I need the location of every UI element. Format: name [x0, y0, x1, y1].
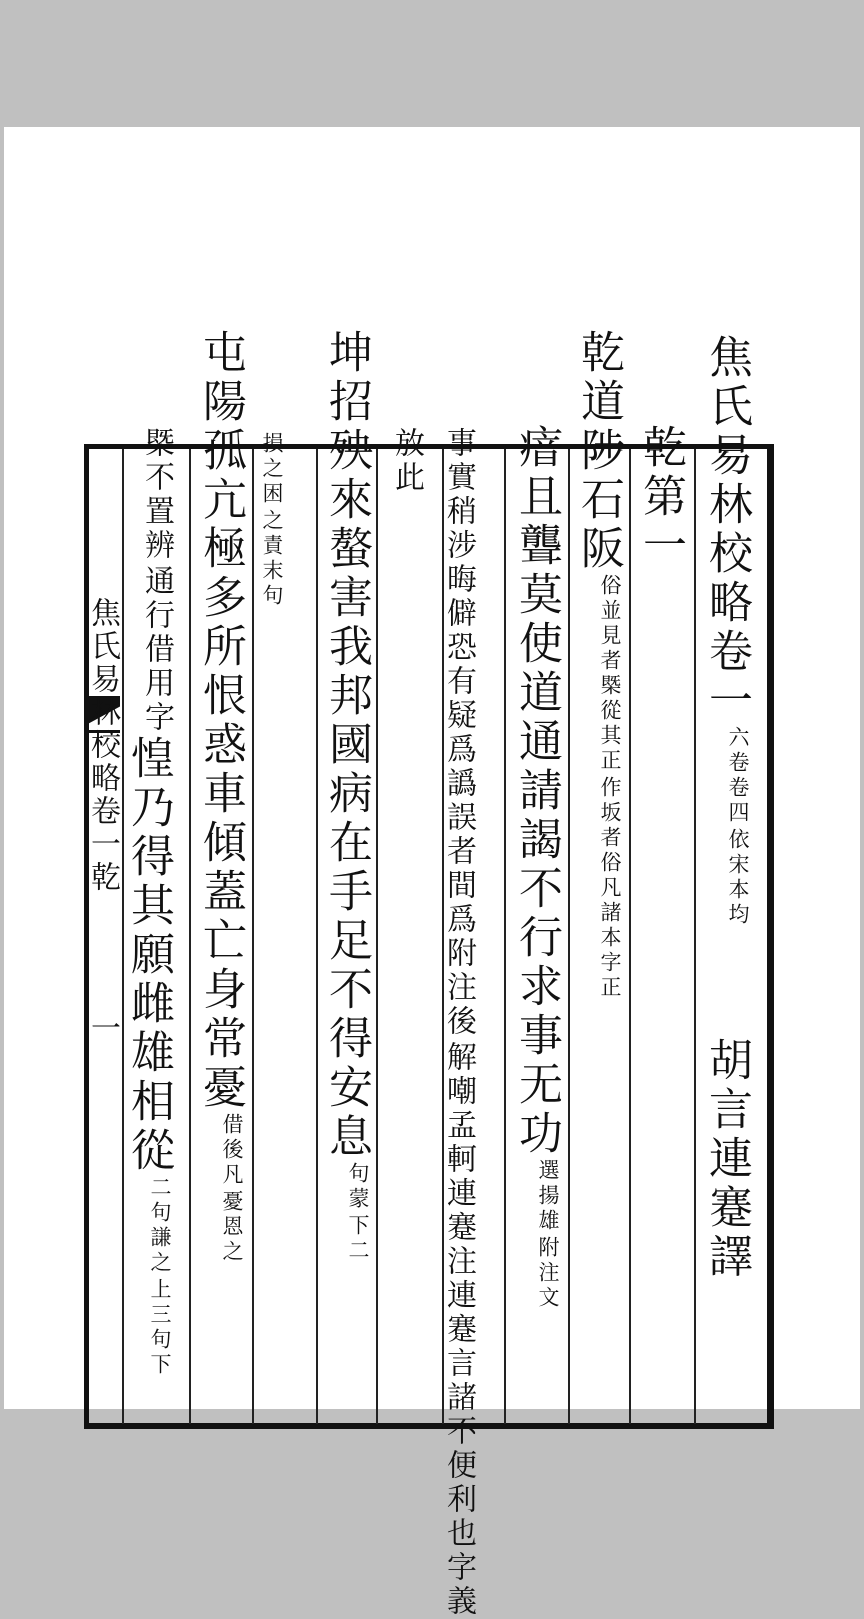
title-column [702, 334, 750, 928]
entry-text: 招殃來螯害我邦國病在手足不得安息 [321, 378, 372, 1162]
frame-bottom-border [84, 1423, 774, 1429]
entry-note: 之責末句 損之困 [260, 432, 284, 609]
printed-frame [84, 444, 774, 1429]
entry-text: 道陟石阪 [573, 378, 624, 574]
column-rule [504, 449, 506, 1424]
entry-note: 上三句下 二句謙之 [148, 1176, 172, 1378]
entry-zhun [196, 329, 244, 1265]
entry-kun [322, 329, 370, 1264]
book-title: 焦氏易林校略卷一 [701, 334, 752, 726]
note-column [260, 432, 284, 609]
entry-note: 憂恩之 借後凡 [220, 1113, 244, 1265]
hexagram-name: 坤 [321, 329, 372, 378]
entry-note: 作坂者俗凡諸本字正 俗並見者槩從其正 [598, 574, 622, 1001]
column-rule [376, 449, 378, 1424]
entry-text: 陽孤亢極多所恨惑車傾蓋亡身常憂 [195, 378, 246, 1113]
column-rule [694, 449, 696, 1424]
column-rule [316, 449, 318, 1424]
entry-note: 附注文 選揚雄 [536, 1159, 560, 1311]
author-line: 胡言連蹇譯 [701, 1037, 752, 1282]
note-tail: 放此 [389, 427, 424, 495]
frame-left-border [84, 444, 89, 1429]
entry-note: 解嘲孟軻連蹇注連蹇言諸不便利也字義 事實稍涉晦僻恐有疑爲譌誤者間爲附注後 [441, 427, 476, 1619]
column-rule [629, 449, 631, 1424]
entry-note: 下二 句蒙 [346, 1162, 370, 1264]
frame-right-border [767, 444, 774, 1429]
banxin-title: 焦氏易林校略卷一乾 [85, 597, 120, 894]
column-rule [568, 449, 570, 1424]
title-note: 依宋本均 六卷卷四 [726, 726, 750, 928]
entry-qian-cont [512, 424, 560, 1311]
column-rule [189, 449, 191, 1424]
entry-note: 通行借用字 槩不置辨 [139, 427, 174, 735]
entry-zhun-cont [124, 427, 172, 1378]
page-sheet [4, 127, 860, 1619]
hexagram-name: 乾 [573, 329, 624, 378]
entry-text: 瘖且聾莫使道通請謁不行求事无功 [511, 424, 562, 1159]
column-rule [252, 449, 254, 1424]
entry-qian [574, 329, 622, 1001]
entry-text: 惶乃得其願雌雄相從 [123, 735, 174, 1176]
hexagram-name: 屯 [195, 329, 246, 378]
section-heading: 乾第一 [635, 424, 686, 571]
page-number: 一 [85, 1012, 120, 1045]
note-column [442, 427, 474, 1619]
